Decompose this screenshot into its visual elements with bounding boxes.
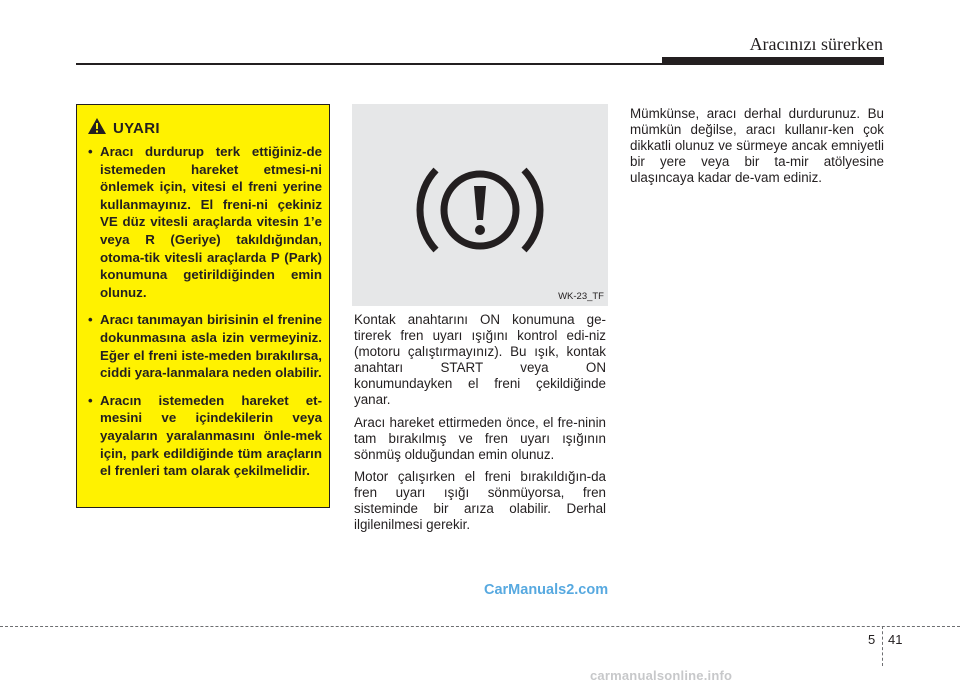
warning-item: • Aracı durdurup terk ettiğiniz-de istemeden hareket etmesi-ni önlemek için, vitesi el freni yerine kullanmayınız. El freni-ni çekiniz VE düz vitesli araçlarda vitesin 1’e veya R (Geriye) takıldığından, otoma-tik vitesli araçlarda P (Park) konumuna getirildiğinden emin olunuz. (88, 143, 322, 301)
body-column-right (630, 106, 884, 186)
body-column-middle (354, 312, 606, 539)
paragraph: Mümkünse, aracı derhal durdurunuz. Bu mümkün değilse, aracı kullanır-ken çok dikkatli olunuz ve sürmeye ancak emniyetli bir yere veya bir ta-mir atölyesine ulaşıncaya kadar de-vam ediniz. (630, 106, 884, 186)
warning-item: • Aracı tanımayan birisinin el frenine dokunmasına asla izin vermeyiniz. Eğer el freni iste-meden bırakılırsa, ciddi yara-lanmalara neden olabilir. (88, 311, 322, 381)
watermark-link[interactable]: CarManuals2.com (484, 582, 609, 598)
paragraph: Motor çalışırken el freni bırakıldığın-da fren uyarı ışığı sönmüyorsa, fren sisteminde bir arıza olabilir. Derhal ilgilenilmesi gerekir. (354, 468, 606, 533)
warning-box (76, 104, 330, 508)
warning-item: • Aracın istemeden hareket et-mesini ve içindekilerin veya yayaların yaralanmasını önle-mek için, park edildiğinde tüm araçların el frenleri tam olarak çekilmelidir. (88, 392, 322, 480)
figure-caption: WK-23_TF (558, 291, 604, 302)
paragraph: Kontak anahtarını ON konumuna ge-tirerek fren uyarı ışığını kontrol edi-niz (motoru çalıştırmayınız). Bu ışık, kontak anahtarı START veya ON konumundayken el freni çekildiğinde yanar. (354, 312, 606, 408)
warning-triangle-icon (87, 117, 107, 140)
chapter-number: 5 (868, 632, 876, 647)
bottom-watermark: carmanualsonline.info (590, 668, 733, 683)
paragraph: Aracı hareket ettirmeden önce, el fre-ninin tam bırakılmış ve fren uyarı ışığının sönmüş olduğundan emin olunuz. (354, 414, 606, 462)
footer-rule (0, 626, 960, 627)
footer-divider (882, 626, 883, 666)
warning-title: UYARI (113, 120, 160, 137)
running-header: Aracınızı sürerken (749, 34, 883, 54)
header-rule-accent (662, 57, 884, 65)
page-number: 41 (888, 632, 903, 647)
warning-list (88, 143, 322, 490)
warning-heading (87, 117, 160, 140)
figure-panel (352, 104, 608, 306)
